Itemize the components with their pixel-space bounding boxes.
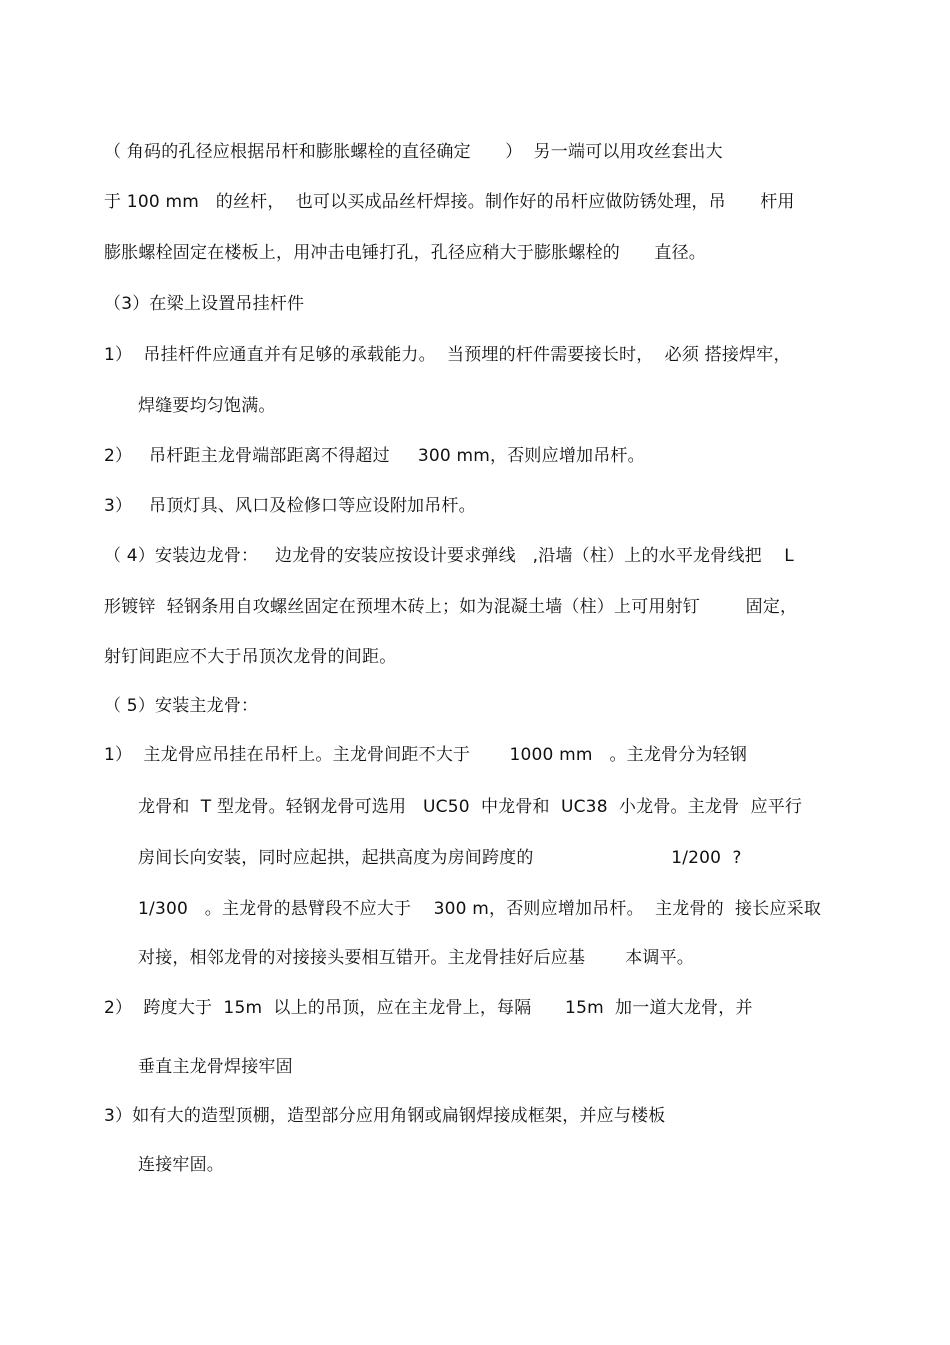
section-heading-3: （3）在梁上设置吊挂杆件 (104, 294, 305, 314)
section-heading-5: （ 5）安装主龙骨： (104, 696, 259, 716)
paragraph-line-4: 形镀锌 轻钢条用自攻螺丝固定在预埋木砖上；如为混凝土墙（柱）上可用射钉 固定， (104, 597, 798, 617)
section-heading-4: （ 4）安装边龙骨： 边龙骨的安装应按设计要求弹线 ,沿墙（柱）上的水平龙骨线把 L (104, 546, 794, 566)
paragraph-line-2: 于 100 mm 的丝杆， 也可以买成品丝杆焊接。制作好的吊杆应做防锈处理，吊 杆用 (104, 192, 795, 212)
list-item-5-continued: 垂直主龙骨焊接牢固 (138, 1057, 293, 1077)
paragraph-line-1: （ 角码的孔径应根据吊杆和膨胀螺栓的直径确定 ） 另一端可以用攻丝套出大 (104, 142, 723, 162)
list-item-2: 2） 吊杆距主龙骨端部距离不得超过 300 mm，否则应增加吊杆。 (104, 446, 645, 466)
list-item-6-continued: 连接牢固。 (138, 1155, 224, 1175)
list-item-6: 3）如有大的造型顶棚，造型部分应用角钢或扁钢焊接成框架，并应与楼板 (104, 1106, 666, 1126)
list-item-4-line-2: 龙骨和 T 型龙骨。轻钢龙骨可选用 UC50 中龙骨和 UC38 小龙骨。主龙骨 应平行 (138, 797, 803, 817)
list-item-4-line-5: 对接，相邻龙骨的对接接头要相互错开。主龙骨挂好后应基 本调平。 (138, 948, 695, 968)
list-item-1: 1） 吊挂杆件应通直并有足够的承载能力。 当预埋的杆件需要接长时， 必须 搭接焊牢， (104, 345, 791, 365)
list-item-4-line-4: 1/300 。主龙骨的悬臂段不应大于 300 m，否则应增加吊杆。 主龙骨的 接长应采取 (138, 899, 822, 919)
paragraph-line-3: 膨胀螺栓固定在楼板上，用冲击电锤打孔，孔径应稍大于膨胀螺栓的 直径。 (104, 243, 706, 263)
list-item-3: 3） 吊顶灯具、风口及检修口等应设附加吊杆。 (104, 496, 476, 516)
list-item-4-line-3: 房间长向安装，同时应起拱，起拱高度为房间跨度的 1/200 ? (138, 848, 742, 868)
list-item-5: 2） 跨度大于 15m 以上的吊顶，应在主龙骨上，每隔 15m 加一道大龙骨，并 (104, 998, 753, 1018)
paragraph-line-5: 射钉间距应不大于吊顶次龙骨的间距。 (104, 647, 397, 667)
list-item-1-continued: 焊缝要均匀饱满。 (138, 396, 276, 416)
list-item-4: 1） 主龙骨应吊挂在吊杆上。主龙骨间距不大于 1000 mm 。主龙骨分为轻钢 (104, 745, 748, 765)
